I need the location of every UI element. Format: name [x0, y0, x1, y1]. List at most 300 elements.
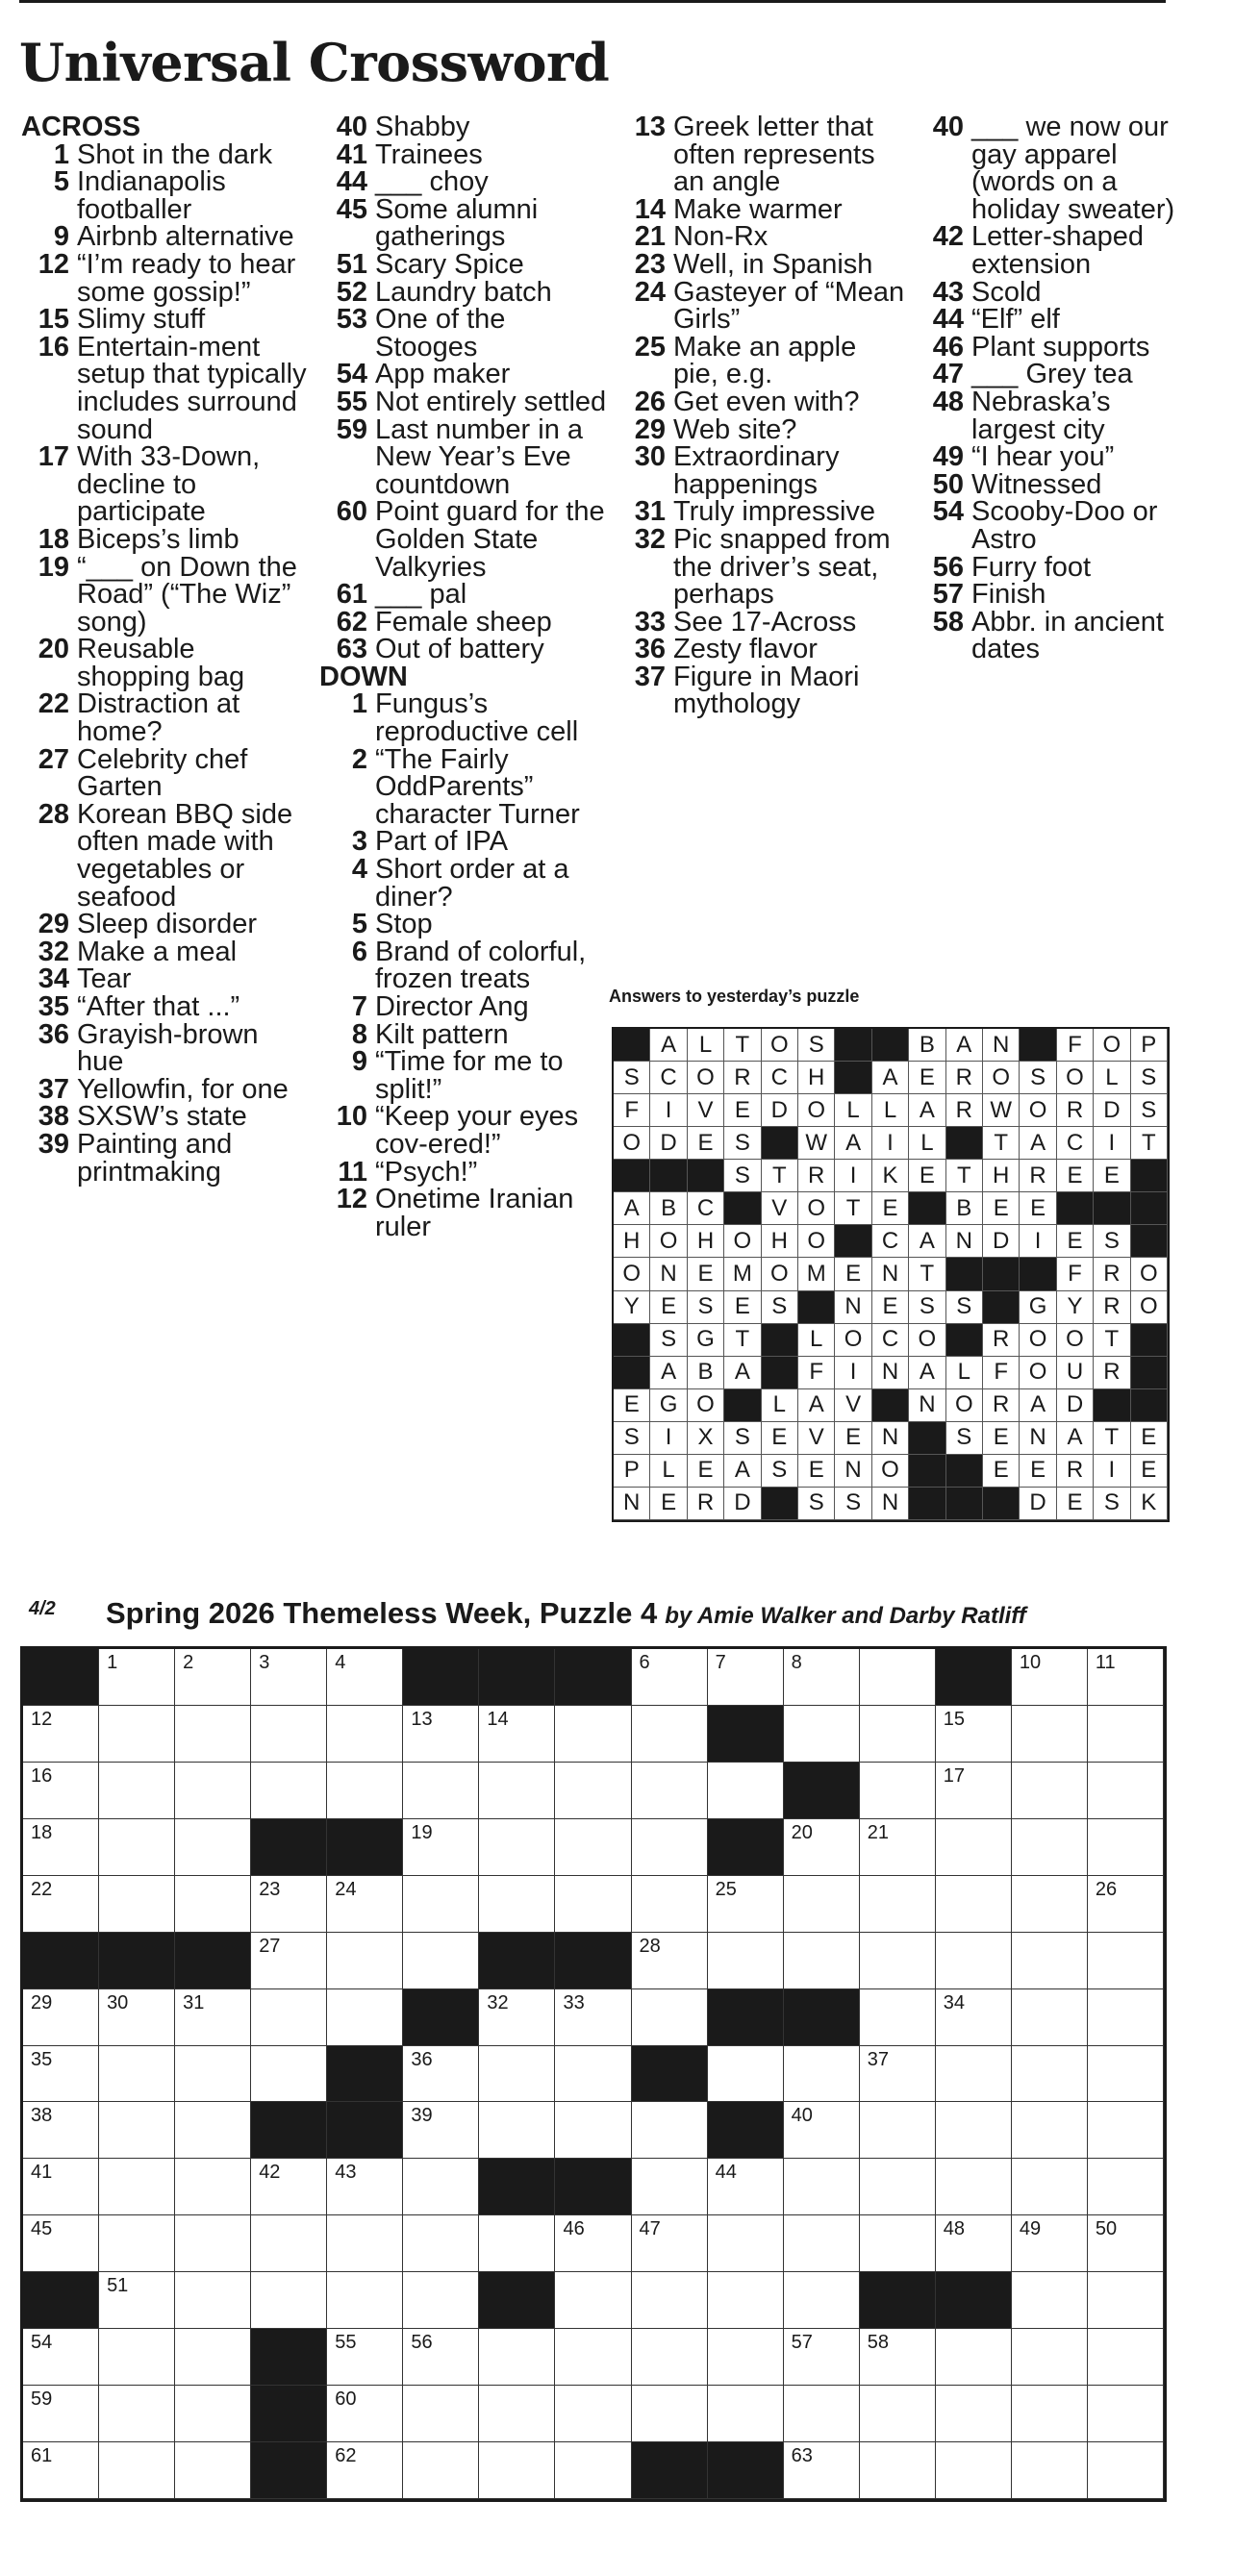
cell-number: 50 [1095, 2218, 1118, 2240]
black-square [936, 1649, 1012, 1706]
grid-cell[interactable] [1088, 1876, 1164, 1933]
grid-cell[interactable] [936, 2215, 1012, 2272]
grid-cell[interactable] [23, 1706, 99, 1763]
clue-text: Scary Spice [375, 248, 524, 280]
grid-cell[interactable] [936, 2329, 1012, 2386]
grid-cell[interactable] [479, 1763, 555, 1819]
answer-letter: L [835, 1094, 871, 1127]
grid-cell[interactable] [936, 2102, 1012, 2159]
grid-cell[interactable] [479, 1706, 555, 1763]
across-heading: ACROSS [21, 112, 141, 142]
answer-letter: F [983, 1357, 1020, 1389]
grid-cell[interactable] [784, 1876, 860, 1933]
grid-cell[interactable] [1088, 2046, 1164, 2103]
answer-letter: N [872, 1258, 909, 1290]
grid-cell[interactable] [784, 1933, 860, 1989]
clue-text: Not entirely settled [375, 386, 607, 417]
answer-letter: F [614, 1094, 650, 1127]
answer-black-square [946, 1488, 983, 1520]
grid-cell[interactable] [23, 2386, 99, 2442]
clue-number: 17 [38, 441, 69, 473]
grid-cell[interactable] [708, 2272, 784, 2329]
grid-cell[interactable] [555, 2329, 631, 2386]
grid-cell[interactable] [936, 1989, 1012, 2046]
grid-cell[interactable] [555, 2215, 631, 2272]
grid-cell[interactable] [175, 1876, 251, 1933]
clue-text: Biceps’s limb [77, 523, 239, 555]
grid-cell[interactable] [99, 1819, 175, 1876]
grid-cell[interactable] [327, 1876, 403, 1933]
grid-cell[interactable] [1088, 2386, 1164, 2442]
grid-cell[interactable] [860, 1763, 936, 1819]
cell-number: 4 [335, 1652, 346, 1673]
grid-cell[interactable] [1088, 2272, 1164, 2329]
grid-cell[interactable] [860, 2046, 936, 2103]
clue-text: Shabby [375, 112, 470, 142]
grid-cell[interactable] [23, 2329, 99, 2386]
answer-letter: O [724, 1225, 761, 1258]
grid-cell[interactable] [23, 1876, 99, 1933]
answer-black-square [1057, 1192, 1094, 1225]
grid-cell[interactable] [1088, 2159, 1164, 2215]
grid-cell[interactable] [708, 2386, 784, 2442]
answer-letter: O [946, 1389, 983, 1422]
black-square [708, 1989, 784, 2046]
grid-cell[interactable] [251, 1876, 327, 1933]
answer-black-square [724, 1192, 761, 1225]
answer-letter: S [909, 1291, 945, 1324]
grid-cell[interactable] [99, 2329, 175, 2386]
grid-cell[interactable] [555, 1876, 631, 1933]
grid-cell[interactable] [708, 2329, 784, 2386]
clue-column-2 [319, 113, 608, 1240]
grid-cell[interactable] [784, 1706, 860, 1763]
grid-cell[interactable] [99, 2046, 175, 2103]
grid-cell[interactable] [479, 2442, 555, 2499]
grid-cell[interactable] [251, 1933, 327, 1989]
grid-cell[interactable] [555, 2442, 631, 2499]
grid-cell[interactable] [479, 2386, 555, 2442]
grid-cell[interactable] [403, 2329, 479, 2386]
answer-letter: R [946, 1094, 983, 1127]
answer-letter: F [798, 1357, 835, 1389]
answer-letter: L [798, 1324, 835, 1357]
grid-cell[interactable] [1088, 1649, 1164, 1706]
grid-cell[interactable] [555, 1989, 631, 2046]
grid-cell[interactable] [327, 1989, 403, 2046]
grid-cell[interactable] [327, 2159, 403, 2215]
grid-cell[interactable] [784, 2102, 860, 2159]
grid-cell[interactable] [708, 1876, 784, 1933]
grid-cell[interactable] [860, 2329, 936, 2386]
grid-cell[interactable] [555, 1819, 631, 1876]
clue-item [319, 911, 608, 938]
clue-text: Letter-shaped extension [971, 221, 1144, 280]
grid-cell[interactable] [860, 2215, 936, 2272]
grid-cell[interactable] [99, 2272, 175, 2329]
clue-number: 27 [38, 743, 69, 775]
cell-number: 49 [1019, 2218, 1042, 2240]
grid-cell[interactable] [251, 1763, 327, 1819]
clue-item [916, 113, 1187, 223]
clue-text: Entertain-ment setup that typically includes surround sound [77, 331, 307, 445]
grid-cell[interactable] [1012, 2102, 1088, 2159]
answer-letter: E [983, 1422, 1020, 1455]
grid-cell[interactable] [327, 1649, 403, 1706]
grid-cell[interactable] [784, 2272, 860, 2329]
grid-cell[interactable] [175, 2386, 251, 2442]
grid-cell[interactable] [555, 2102, 631, 2159]
grid-cell[interactable] [784, 2442, 860, 2499]
grid-cell[interactable] [175, 1649, 251, 1706]
grid-cell[interactable] [784, 2159, 860, 2215]
grid-cell[interactable] [99, 2442, 175, 2499]
grid-cell[interactable] [784, 2215, 860, 2272]
grid-cell[interactable] [555, 2386, 631, 2442]
grid-cell[interactable] [23, 2159, 99, 2215]
grid-cell[interactable] [251, 1989, 327, 2046]
grid-cell[interactable] [860, 2386, 936, 2442]
answer-letter: O [650, 1225, 687, 1258]
clue-text: Grayish-brown hue [77, 1018, 259, 1078]
grid-cell[interactable] [251, 1649, 327, 1706]
grid-cell[interactable] [632, 1933, 708, 1989]
grid-cell[interactable] [860, 1706, 936, 1763]
grid-cell[interactable] [708, 2159, 784, 2215]
grid-cell[interactable] [632, 1649, 708, 1706]
grid-cell[interactable] [327, 2386, 403, 2442]
grid-cell[interactable] [784, 2329, 860, 2386]
answer-letter: K [872, 1160, 909, 1192]
grid-cell[interactable] [1088, 2329, 1164, 2386]
clue-text: “After that ...” [77, 991, 240, 1022]
clue-item [617, 276, 906, 336]
grid-cell[interactable] [175, 2102, 251, 2159]
grid-cell[interactable] [175, 2046, 251, 2103]
grid-cell[interactable] [327, 1706, 403, 1763]
grid-cell[interactable] [1012, 2046, 1088, 2103]
clue-text: Tear [77, 963, 132, 995]
grid-cell[interactable] [632, 2159, 708, 2215]
grid-cell[interactable] [936, 1876, 1012, 1933]
clue-text: Short order at a diner? [375, 854, 569, 913]
answer-letter: A [835, 1127, 871, 1160]
clue-text: “___ on Down the Road” (“The Wiz” song) [77, 551, 297, 638]
grid-cell[interactable] [175, 1819, 251, 1876]
grid-cell[interactable] [1012, 2386, 1088, 2442]
grid-cell[interactable] [632, 1819, 708, 1876]
grid-cell[interactable] [99, 1649, 175, 1706]
grid-cell[interactable] [99, 2102, 175, 2159]
grid-cell[interactable] [403, 1706, 479, 1763]
grid-cell[interactable] [1088, 1933, 1164, 1989]
grid-cell[interactable] [175, 1706, 251, 1763]
grid-cell[interactable] [99, 1876, 175, 1933]
grid-cell[interactable] [175, 1763, 251, 1819]
grid-cell[interactable] [632, 2272, 708, 2329]
clue-number: 44 [336, 166, 367, 198]
answer-letter: A [1020, 1389, 1056, 1422]
clue-text: Fungus’s reproductive cell [375, 688, 579, 748]
grid-cell[interactable] [403, 2046, 479, 2103]
clue-text: Non-Rx [673, 221, 769, 253]
grid-cell[interactable] [1012, 2442, 1088, 2499]
grid-cell[interactable] [1088, 2102, 1164, 2159]
grid-cell[interactable] [860, 1649, 936, 1706]
clue-number: 42 [932, 221, 964, 253]
grid-cell[interactable] [251, 1706, 327, 1763]
clue-text: Get even with? [673, 386, 860, 417]
cell-number: 7 [715, 1652, 726, 1673]
clue-text: Some alumni gatherings [375, 193, 539, 253]
cell-number: 31 [183, 1991, 205, 2013]
grid-cell[interactable] [479, 2215, 555, 2272]
clue-item [617, 636, 906, 663]
answer-letter: S [614, 1422, 650, 1455]
clue-number: 30 [634, 441, 666, 473]
grid-cell[interactable] [1088, 1763, 1164, 1819]
grid-cell[interactable] [860, 1933, 936, 1989]
grid-cell[interactable] [784, 2386, 860, 2442]
answer-letter: W [983, 1094, 1020, 1127]
clue-number: 21 [634, 221, 666, 253]
grid-cell[interactable] [860, 1876, 936, 1933]
clue-text: “I hear you” [971, 441, 1115, 473]
grid-cell[interactable] [1012, 1649, 1088, 1706]
grid-cell[interactable] [936, 2159, 1012, 2215]
grid-cell[interactable] [479, 2102, 555, 2159]
cell-number: 41 [31, 2162, 53, 2184]
grid-cell[interactable] [327, 2215, 403, 2272]
grid-cell[interactable] [708, 1649, 784, 1706]
grid-cell[interactable] [23, 2442, 99, 2499]
grid-cell[interactable] [632, 2386, 708, 2442]
grid-cell[interactable] [632, 2215, 708, 2272]
grid-cell[interactable] [1088, 1989, 1164, 2046]
grid-cell[interactable] [175, 2272, 251, 2329]
cell-number: 38 [31, 2105, 53, 2127]
grid-cell[interactable] [403, 2442, 479, 2499]
grid-cell[interactable] [936, 1933, 1012, 1989]
clue-text: Yellowfin, for one [77, 1073, 289, 1105]
grid-cell[interactable] [860, 2102, 936, 2159]
grid-cell[interactable] [1088, 2442, 1164, 2499]
grid-cell[interactable] [555, 1706, 631, 1763]
clue-text: Female sheep [375, 606, 552, 638]
answer-letter: E [614, 1389, 650, 1422]
clue-number: 1 [351, 688, 367, 720]
grid-cell[interactable] [479, 1819, 555, 1876]
clue-number: 32 [38, 936, 69, 967]
answer-black-square [946, 1127, 983, 1160]
grid-cell[interactable] [175, 2159, 251, 2215]
answer-letter: S [946, 1291, 983, 1324]
grid-cell[interactable] [175, 2215, 251, 2272]
clue-item [21, 223, 310, 251]
grid-cell[interactable] [555, 1763, 631, 1819]
answer-black-square [946, 1324, 983, 1357]
answer-letter: E [724, 1094, 761, 1127]
grid-cell[interactable] [1088, 1706, 1164, 1763]
answer-letter: K [1131, 1488, 1168, 1520]
grid-cell[interactable] [860, 2442, 936, 2499]
grid-cell[interactable] [251, 2159, 327, 2215]
grid-cell[interactable] [251, 2215, 327, 2272]
grid-cell[interactable] [327, 2329, 403, 2386]
grid-cell[interactable] [1088, 1819, 1164, 1876]
grid-cell[interactable] [936, 1763, 1012, 1819]
grid-cell[interactable] [403, 1933, 479, 1989]
grid-cell[interactable] [99, 2215, 175, 2272]
grid-cell[interactable] [708, 2046, 784, 2103]
answer-black-square [762, 1488, 798, 1520]
grid-cell[interactable] [327, 2272, 403, 2329]
answer-black-square [909, 1455, 945, 1488]
answer-letter: N [983, 1029, 1020, 1062]
grid-cell[interactable] [860, 1989, 936, 2046]
grid-cell[interactable] [403, 2102, 479, 2159]
grid-cell[interactable] [175, 2442, 251, 2499]
grid-cell[interactable] [784, 2046, 860, 2103]
grid-cell[interactable] [175, 2329, 251, 2386]
grid-cell[interactable] [251, 2046, 327, 2103]
answer-letter: I [835, 1357, 871, 1389]
grid-cell[interactable] [1088, 2215, 1164, 2272]
grid-cell[interactable] [936, 1819, 1012, 1876]
grid-cell[interactable] [403, 2159, 479, 2215]
grid-cell[interactable] [327, 1933, 403, 1989]
grid-cell[interactable] [1012, 2329, 1088, 2386]
grid-cell[interactable] [936, 2442, 1012, 2499]
answer-letter: R [1057, 1455, 1094, 1488]
answer-letter: I [1020, 1225, 1056, 1258]
grid-cell[interactable] [23, 1819, 99, 1876]
grid-cell[interactable] [23, 2102, 99, 2159]
black-square [479, 1933, 555, 1989]
answer-letter: O [614, 1127, 650, 1160]
answer-letter: R [983, 1324, 1020, 1357]
grid-cell[interactable] [479, 2046, 555, 2103]
grid-cell[interactable] [1012, 2272, 1088, 2329]
grid-cell[interactable] [403, 1819, 479, 1876]
grid-cell[interactable] [99, 2386, 175, 2442]
grid-cell[interactable] [784, 1819, 860, 1876]
grid-cell[interactable] [99, 2159, 175, 2215]
cell-number: 15 [943, 1708, 966, 1730]
grid-cell[interactable] [1012, 1763, 1088, 1819]
grid-cell[interactable] [1012, 1706, 1088, 1763]
grid-cell[interactable] [403, 1763, 479, 1819]
grid-cell[interactable] [1012, 2159, 1088, 2215]
grid-cell[interactable] [1012, 1876, 1088, 1933]
grid-cell[interactable] [708, 1933, 784, 1989]
clue-item [319, 498, 608, 581]
grid-cell[interactable] [327, 2442, 403, 2499]
grid-cell[interactable] [1012, 1819, 1088, 1876]
clue-text: Kilt pattern [375, 1018, 509, 1050]
grid-cell[interactable] [403, 2272, 479, 2329]
grid-cell[interactable] [632, 2102, 708, 2159]
grid-cell[interactable] [23, 2046, 99, 2103]
grid-cell[interactable] [479, 2329, 555, 2386]
grid-cell[interactable] [632, 1706, 708, 1763]
black-square [936, 2272, 1012, 2329]
grid-cell[interactable] [403, 2386, 479, 2442]
grid-cell[interactable] [632, 1989, 708, 2046]
puzzle-date: 4/2 [29, 1598, 56, 1619]
clue-text: Onetime Iranian ruler [375, 1184, 574, 1242]
answer-letter: T [1131, 1127, 1168, 1160]
clue-text: Furry foot [971, 551, 1092, 583]
grid-cell[interactable] [479, 1876, 555, 1933]
grid-cell[interactable] [1012, 1933, 1088, 1989]
clue-item [21, 248, 310, 308]
answer-black-square [872, 1029, 909, 1062]
answer-letter: C [872, 1225, 909, 1258]
grid-cell[interactable] [23, 1763, 99, 1819]
grid-cell[interactable] [936, 2386, 1012, 2442]
answer-letter: S [1131, 1094, 1168, 1127]
black-square [327, 2102, 403, 2159]
grid-cell[interactable] [23, 1989, 99, 2046]
grid-cell[interactable] [708, 1763, 784, 1819]
grid-cell[interactable] [860, 1819, 936, 1876]
answer-letter: E [872, 1192, 909, 1225]
answer-black-square [724, 1389, 761, 1422]
grid-cell[interactable] [251, 2272, 327, 2329]
grid-cell[interactable] [936, 1706, 1012, 1763]
answer-letter: E [724, 1291, 761, 1324]
grid-cell[interactable] [632, 1876, 708, 1933]
clue-item [916, 361, 1187, 388]
clue-number: 33 [634, 606, 666, 638]
answer-letter: O [1131, 1258, 1168, 1290]
black-square [251, 2442, 327, 2499]
grid-cell[interactable] [175, 1989, 251, 2046]
grid-cell[interactable] [23, 2215, 99, 2272]
cell-number: 34 [943, 1991, 966, 2013]
grid-cell[interactable] [99, 1706, 175, 1763]
cell-number: 24 [335, 1878, 357, 1900]
cell-number: 36 [411, 2048, 433, 2070]
grid-cell[interactable] [1012, 2215, 1088, 2272]
grid-cell[interactable] [936, 2046, 1012, 2103]
cell-number: 14 [487, 1708, 509, 1730]
grid-cell[interactable] [479, 1989, 555, 2046]
grid-cell[interactable] [99, 1763, 175, 1819]
clue-item [21, 331, 310, 445]
grid-cell[interactable] [555, 2272, 631, 2329]
grid-cell[interactable] [555, 2046, 631, 2103]
black-square [784, 1763, 860, 1819]
grid-cell[interactable] [403, 1876, 479, 1933]
grid-cell[interactable] [632, 1763, 708, 1819]
clue-number: 16 [38, 331, 69, 363]
grid-cell[interactable] [860, 2159, 936, 2215]
answer-letter: H [614, 1225, 650, 1258]
answer-black-square [614, 1357, 650, 1389]
grid-cell[interactable] [99, 1989, 175, 2046]
grid-cell[interactable] [784, 1649, 860, 1706]
grid-cell[interactable] [632, 2329, 708, 2386]
grid-cell[interactable] [403, 2215, 479, 2272]
grid-cell[interactable] [708, 2215, 784, 2272]
answer-letter: T [762, 1160, 798, 1192]
clue-item [319, 993, 608, 1021]
answer-letter: A [1020, 1127, 1056, 1160]
grid-cell[interactable] [327, 1763, 403, 1819]
grid-cell[interactable] [1012, 1989, 1088, 2046]
